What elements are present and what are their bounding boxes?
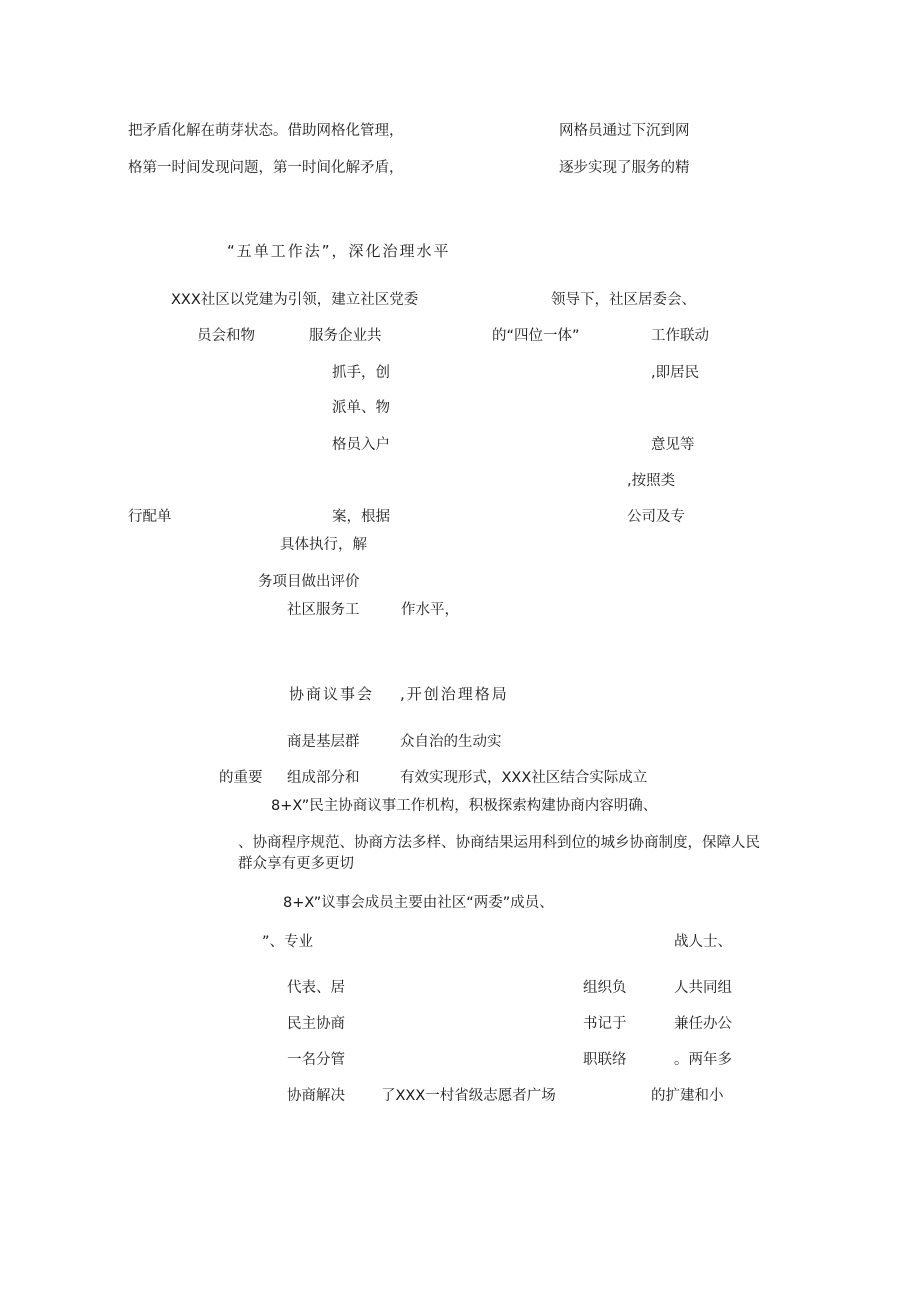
body-text: 行配单 xyxy=(128,509,172,525)
body-text: 的“四位一体” xyxy=(492,328,580,344)
body-text: ,按照类 xyxy=(627,473,676,489)
body-text: 群众享有更多更切 xyxy=(238,856,354,872)
body-text: 8+X”民主协商议事工作机构，积极探索构建协商内容明确、 xyxy=(271,798,658,814)
section-heading: “五单工作法”，深化治理水平 xyxy=(227,242,451,260)
body-text: 8+X”议事会成员主要由社区“两委”成员、 xyxy=(283,895,554,911)
body-text: 的重要 xyxy=(219,770,263,786)
body-text: 意见等 xyxy=(651,437,695,453)
body-text: 一名分管 xyxy=(287,1052,345,1068)
body-text: 组成部分和 xyxy=(287,770,360,786)
body-text: 战人士、 xyxy=(674,934,732,950)
body-text: 、协商程序规范、协商方法多样、协商结果运用科到位的城乡协商制度，保障人民 xyxy=(238,835,760,851)
body-text: 格员入户 xyxy=(332,437,390,453)
body-text: 有效实现形式，XXX社区结合实际成立 xyxy=(400,770,648,786)
body-text: 人共同组 xyxy=(674,980,732,996)
body-text: ,即居民 xyxy=(651,365,700,381)
section-heading: ,开创治理格局 xyxy=(400,685,509,703)
body-text: 抓手，创 xyxy=(332,365,390,381)
section-heading: 协商议事会 xyxy=(289,685,375,703)
body-text: 兼任办公 xyxy=(674,1016,732,1032)
body-text: 作水平， xyxy=(401,602,459,618)
body-text: 组织负 xyxy=(583,980,627,996)
body-text: 商是基层群 xyxy=(287,734,360,750)
body-text: 的扩建和小 xyxy=(651,1088,724,1104)
body-text: 社区服务工 xyxy=(287,602,360,618)
body-text: 格第一时间发现问题，第一时间化解矛盾， xyxy=(128,160,404,176)
body-text: 逐步实现了服务的精 xyxy=(559,160,690,176)
body-text: 书记于 xyxy=(583,1016,627,1032)
body-text: 领导下，社区居委会、 xyxy=(551,292,696,308)
body-text: 众自治的生动实 xyxy=(400,734,502,750)
body-text: 务项目做出评价 xyxy=(258,574,360,590)
body-text: 民主协商 xyxy=(287,1016,345,1032)
body-text: ”、专业 xyxy=(262,934,314,950)
body-text: 职联络 xyxy=(583,1052,627,1068)
body-text: 协商解决 xyxy=(287,1088,345,1104)
body-text: 派单、物 xyxy=(332,400,390,416)
body-text: XXX社区以党建为引领，建立社区党委 xyxy=(171,292,419,308)
body-text: 代表、居 xyxy=(287,980,345,996)
body-text: 。两年多 xyxy=(674,1052,732,1068)
body-text: 具体执行，解 xyxy=(280,537,367,553)
body-text: 公司及专 xyxy=(627,509,685,525)
body-text: 工作联动 xyxy=(651,328,709,344)
body-text: 了XXX一村省级志愿者广场 xyxy=(381,1088,556,1104)
body-text: 员会和物 xyxy=(197,328,255,344)
body-text: 网格员通过下沉到网 xyxy=(559,123,690,139)
body-text: 案，根据 xyxy=(332,509,390,525)
body-text: 服务企业共 xyxy=(309,328,382,344)
body-text: 把矛盾化解在萌芽状态。借助网格化管理， xyxy=(128,123,404,139)
